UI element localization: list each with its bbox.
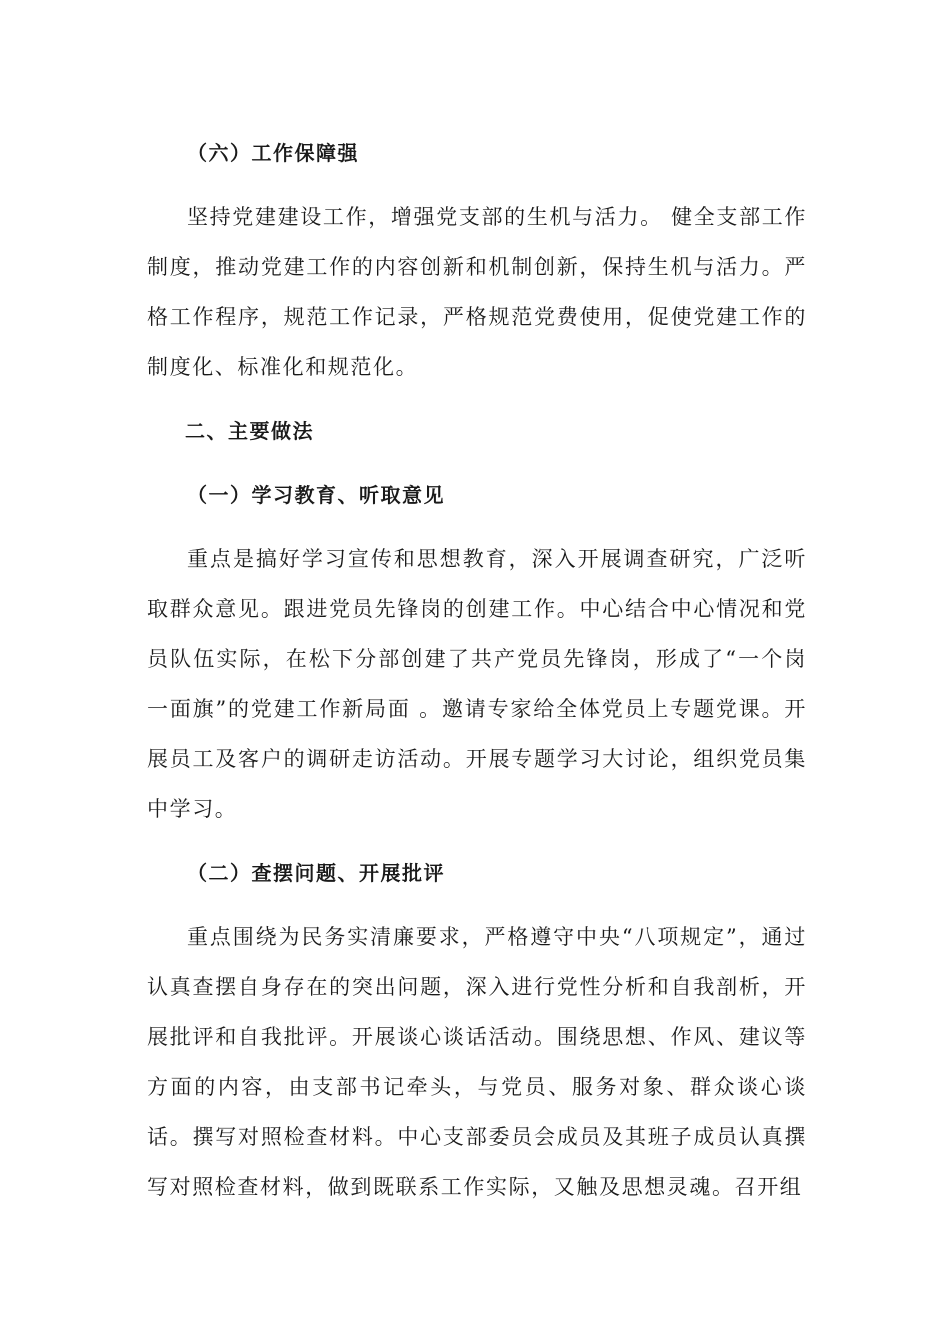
part-heading-main-practices: 二、主要做法 xyxy=(185,419,314,443)
document-body xyxy=(147,128,807,1212)
paragraph-study-education: 重点是搞好学习宣传和思想教育，深入开展调查研究，广泛听取群众意见。跟进党员先锋岗的创建工作。中心结合中心情况和党员队伍实际，在松下分部创建了共产党员先锋岗，形成了“一个岗一面旗”的党建工作新局面 。邀请专家给全体党员上专题党课。开展员工及客户的调研走访活动。开展专题学习大讨论，组织党员集中学习。 xyxy=(147,547,807,821)
section-heading-study-education: （一）学习教育、听取意见 xyxy=(187,483,445,507)
section-heading-find-problems: （二）查摆问题、开展批评 xyxy=(187,861,445,885)
section-heading-work-guarantee: （六）工作保障强 xyxy=(187,141,359,165)
paragraph-find-problems: 重点围绕为民务实清廉要求，严格遵守中央“八项规定”，通过认真查摆自身存在的突出问题，深入进行党性分析和自我剖析，开展批评和自我批评。开展谈心谈话活动。围绕思想、作风、建议等方面的内容，由支部书记牵头，与党员、服务对象、群众谈心谈话。撰写对照检查材料。中心支部委员会成员及其班子成员认真撰写对照检查材料，做到既联系工作实际，又触及思想灵魂。召开组 xyxy=(147,925,807,1199)
paragraph-work-guarantee: 坚持党建建设工作，增强党支部的生机与活力。 健全支部工作制度，推动党建工作的内容创新和机制创新，保持生机与活力。严格工作程序，规范工作记录，严格规范党费使用，促使党建工作的制度化、标准化和规范化。 xyxy=(147,205,807,379)
